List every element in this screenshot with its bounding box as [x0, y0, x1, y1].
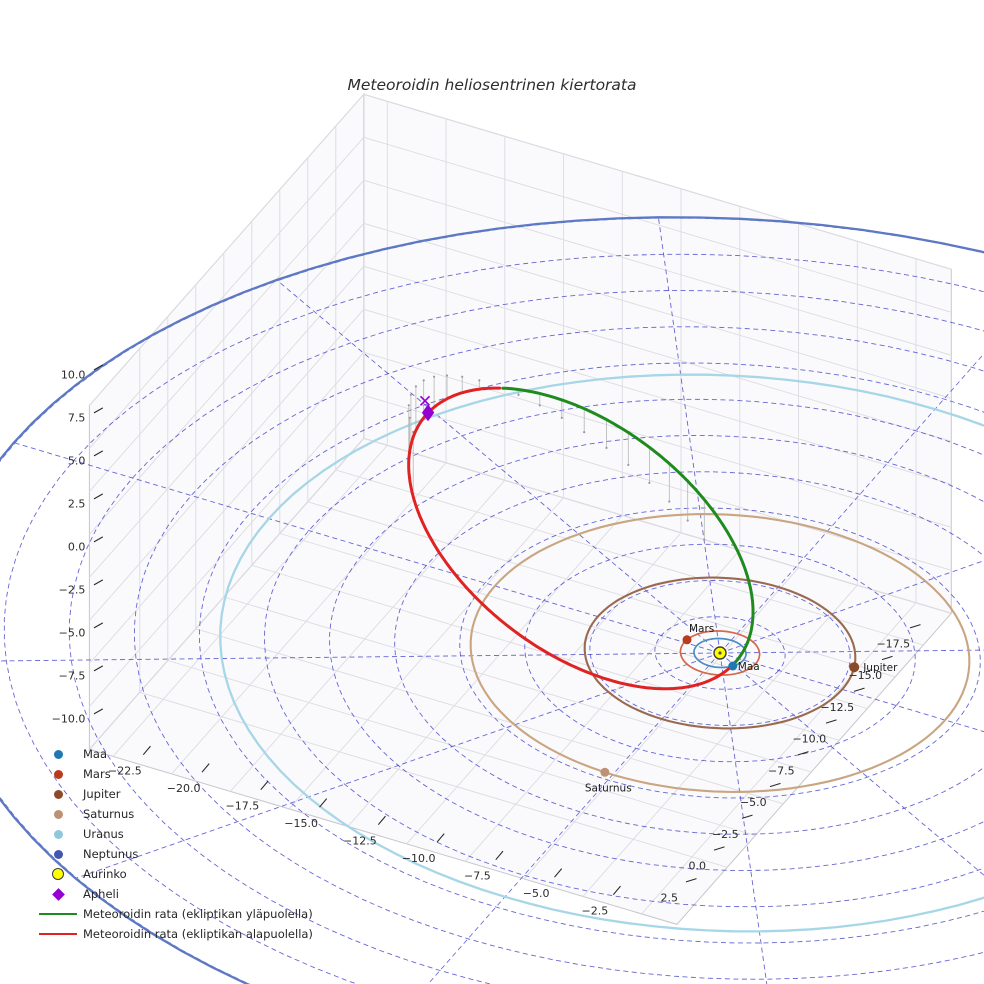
legend-label: Neptunus: [83, 847, 139, 861]
legend-label: Aurinko: [83, 867, 127, 881]
y-tick-label: 2.5: [660, 891, 679, 905]
z-tick-label: 2.5: [67, 497, 86, 511]
z-tick-label: 10.0: [60, 368, 86, 382]
legend-marker-dot-icon: [36, 790, 80, 799]
y-tick-label: −7.5: [767, 764, 795, 778]
legend-marker-line-icon: [36, 913, 80, 916]
z-tick-label: 0.0: [67, 540, 86, 554]
saturnus-label: Saturnus: [584, 782, 632, 795]
z-tick-label: −10.0: [51, 712, 86, 726]
legend-marker-dot-icon: [36, 850, 80, 859]
legend-item-1: [36, 764, 313, 784]
legend-label: Meteoroidin rata (ekliptikan yläpuolella): [83, 907, 313, 921]
legend-label: Meteoroidin rata (ekliptikan alapuolella): [83, 927, 313, 941]
y-tick-label: −10.0: [792, 732, 827, 746]
x-tick-label: −15.0: [284, 816, 318, 830]
y-tick-label: −17.5: [876, 637, 911, 651]
jupiter-label: Jupiter: [863, 662, 898, 675]
legend-marker-diamond-icon: [36, 890, 80, 899]
y-tick-label: −15.0: [848, 669, 883, 682]
x-tick-label: −10.0: [401, 851, 436, 865]
saturnus-marker: [600, 768, 609, 777]
x-tick-label: −22.5: [108, 764, 142, 778]
maa-label: Maa: [737, 661, 760, 673]
x-tick-label: −7.5: [464, 869, 491, 883]
legend-label: Jupiter: [83, 787, 121, 801]
legend-marker-dot-icon: [36, 750, 80, 759]
y-tick-label: −12.5: [820, 700, 855, 714]
y-tick-label: −2.5: [711, 827, 739, 841]
legend: [36, 744, 313, 944]
x-tick-label: −20.0: [166, 781, 201, 795]
legend-item-5: [36, 844, 313, 864]
legend-label: Saturnus: [83, 807, 135, 821]
z-tick-label: 5.0: [67, 454, 86, 468]
legend-marker-line-icon: [36, 933, 80, 936]
mars-label: Mars: [689, 622, 715, 635]
legend-marker-sun-icon: [36, 868, 80, 880]
legend-marker-dot-icon: [36, 830, 80, 839]
legend-label: Apheli: [83, 887, 119, 901]
mars-marker: [683, 635, 692, 644]
legend-label: Maa: [83, 747, 108, 761]
legend-label: Mars: [83, 767, 111, 781]
x-tick-label: −17.5: [225, 799, 260, 813]
chart-title: Meteoroidin heliosentrinen kiertorata: [347, 76, 637, 94]
z-tick-label: −5.0: [58, 626, 86, 640]
legend-item-7: [36, 884, 313, 904]
legend-item-4: [36, 824, 313, 844]
legend-item-6: [36, 864, 313, 884]
maa-marker: [728, 662, 737, 671]
legend-item-3: [36, 804, 313, 824]
legend-label: Uranus: [83, 827, 124, 841]
y-tick-label: −5.0: [739, 796, 767, 809]
x-tick-label: −12.5: [343, 834, 377, 848]
z-tick-label: −2.5: [58, 583, 86, 597]
legend-item-0: [36, 744, 313, 764]
legend-item-2: [36, 781, 313, 804]
legend-item-9: [36, 924, 313, 944]
y-tick-label: 0.0: [688, 859, 707, 873]
x-tick-label: −2.5: [581, 904, 609, 918]
x-tick-label: −5.0: [522, 886, 550, 900]
z-tick-label: −7.5: [58, 669, 86, 683]
z-tick-label: 7.5: [67, 411, 86, 425]
legend-marker-dot-icon: [36, 810, 80, 819]
legend-item-8: [36, 904, 313, 924]
legend-marker-dot-icon: [36, 770, 80, 779]
